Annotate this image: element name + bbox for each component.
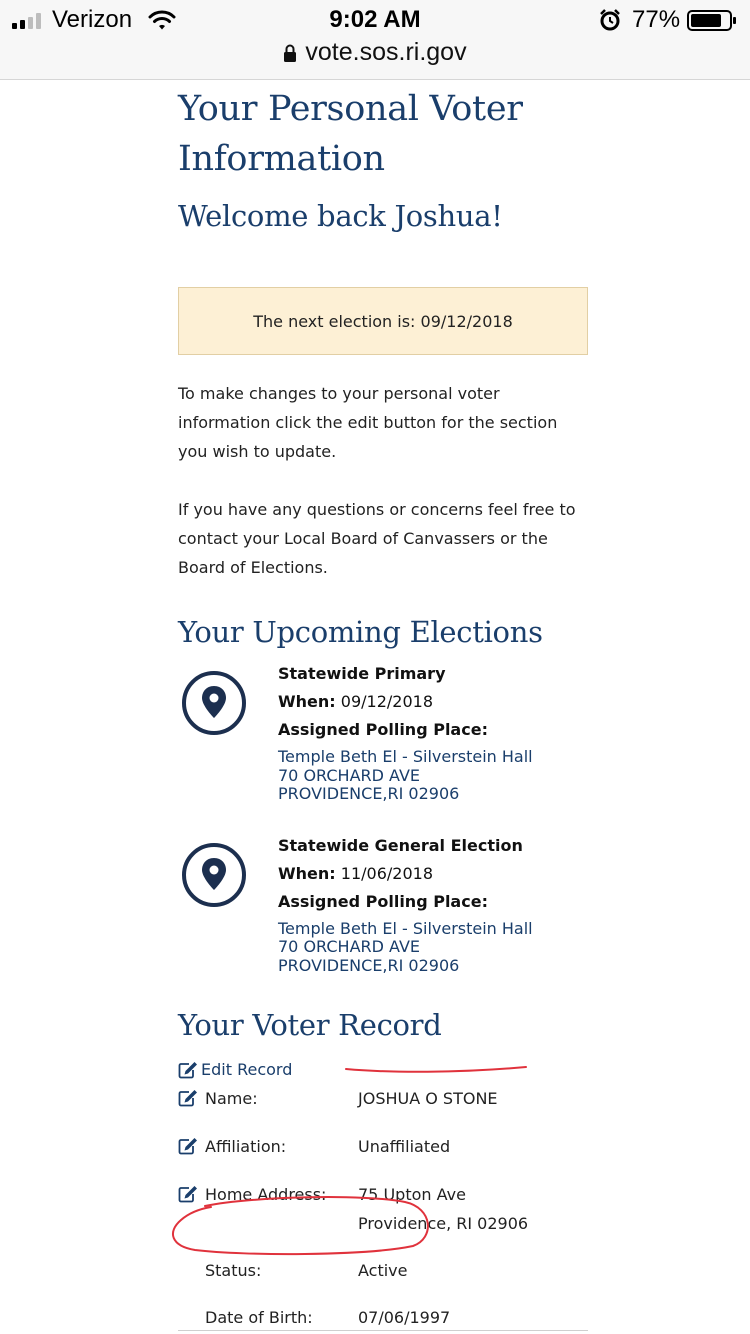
page-content bbox=[178, 84, 588, 1332]
edit-record-link[interactable] bbox=[178, 1059, 588, 1081]
election-item bbox=[178, 660, 588, 804]
polling-place-link[interactable] bbox=[278, 748, 588, 804]
record-row-address bbox=[178, 1180, 588, 1238]
welcome-heading: Welcome back Joshua! bbox=[178, 199, 503, 233]
status-label: Status: bbox=[205, 1261, 262, 1280]
intro-paragraph-contact: If you have any questions or concerns feel free to contact your Local Board of Canvassers or the Board of Elections. bbox=[178, 500, 576, 577]
name-value: JOSHUA O STONE bbox=[358, 1089, 498, 1108]
election-item bbox=[178, 832, 588, 976]
affiliation-label: Affiliation: bbox=[205, 1137, 287, 1156]
record-row-name bbox=[178, 1084, 588, 1113]
home-address-line2: Providence, RI 02906 bbox=[358, 1214, 529, 1233]
dob-value: 07/06/1997 bbox=[358, 1308, 451, 1327]
polling-place-label: Assigned Polling Place: bbox=[278, 720, 488, 739]
alarm-icon bbox=[599, 9, 621, 31]
signal-icon bbox=[12, 13, 46, 29]
edit-icon[interactable] bbox=[178, 1137, 198, 1155]
page-title: Your Personal Voter Information bbox=[178, 89, 523, 179]
map-pin-icon bbox=[181, 842, 247, 908]
edit-record-label[interactable]: Edit Record bbox=[201, 1060, 293, 1079]
lock-icon bbox=[283, 44, 297, 62]
election-name: Statewide Primary bbox=[278, 664, 446, 683]
url-text[interactable]: vote.sos.ri.gov bbox=[305, 38, 467, 66]
polling-place-name[interactable]: Temple Beth El - Silverstein Hall bbox=[278, 918, 533, 938]
election-name: Statewide General Election bbox=[278, 835, 523, 855]
voter-record-heading: Your Voter Record bbox=[178, 1008, 442, 1042]
home-address-label: Home Address: bbox=[205, 1185, 327, 1204]
edit-icon[interactable] bbox=[178, 1185, 198, 1203]
wifi-icon bbox=[148, 9, 176, 31]
url-bar[interactable] bbox=[0, 38, 750, 74]
when-label: When: bbox=[278, 692, 336, 711]
next-election-text: The next election is: 09/12/2018 bbox=[253, 311, 513, 331]
record-row-dob bbox=[178, 1303, 588, 1332]
polling-place-name[interactable]: Temple Beth El - Silverstein Hall bbox=[278, 747, 533, 766]
home-address-line1: 75 Upton Ave bbox=[358, 1185, 466, 1204]
upcoming-elections-heading: Your Upcoming Elections bbox=[178, 615, 543, 649]
record-row-affiliation bbox=[178, 1132, 588, 1161]
edit-icon[interactable] bbox=[178, 1089, 198, 1107]
next-election-notice bbox=[178, 287, 588, 355]
carrier-name: Verizon bbox=[52, 6, 133, 33]
polling-place-city[interactable]: PROVIDENCE,RI 02906 bbox=[278, 784, 460, 803]
dob-label: Date of Birth: bbox=[205, 1308, 313, 1327]
status-time: 9:02 AM bbox=[329, 6, 421, 33]
edit-icon[interactable] bbox=[178, 1061, 198, 1079]
status-bar bbox=[0, 0, 750, 40]
status-value: Active bbox=[358, 1261, 408, 1280]
intro-paragraph-edit: To make changes to your personal voter information click the edit button for the section you wish to update. bbox=[178, 384, 558, 461]
record-row-status bbox=[178, 1256, 588, 1285]
battery-icon bbox=[687, 10, 737, 31]
polling-place-city[interactable]: PROVIDENCE,RI 02906 bbox=[278, 955, 460, 975]
divider bbox=[178, 1330, 588, 1331]
polling-place-link[interactable] bbox=[278, 920, 588, 976]
when-label: When: bbox=[278, 863, 336, 883]
polling-place-label: Assigned Polling Place: bbox=[278, 891, 488, 911]
map-pin-icon bbox=[181, 670, 247, 736]
battery-percent: 77% bbox=[632, 6, 681, 33]
election-date: 09/12/2018 bbox=[340, 692, 433, 711]
election-date: 11/06/2018 bbox=[340, 863, 433, 883]
browser-chrome bbox=[0, 0, 750, 80]
polling-place-street[interactable]: 70 ORCHARD AVE bbox=[278, 937, 421, 956]
polling-place-street[interactable]: 70 ORCHARD AVE bbox=[278, 765, 421, 785]
name-label: Name: bbox=[205, 1089, 258, 1108]
affiliation-value: Unaffiliated bbox=[358, 1137, 451, 1156]
